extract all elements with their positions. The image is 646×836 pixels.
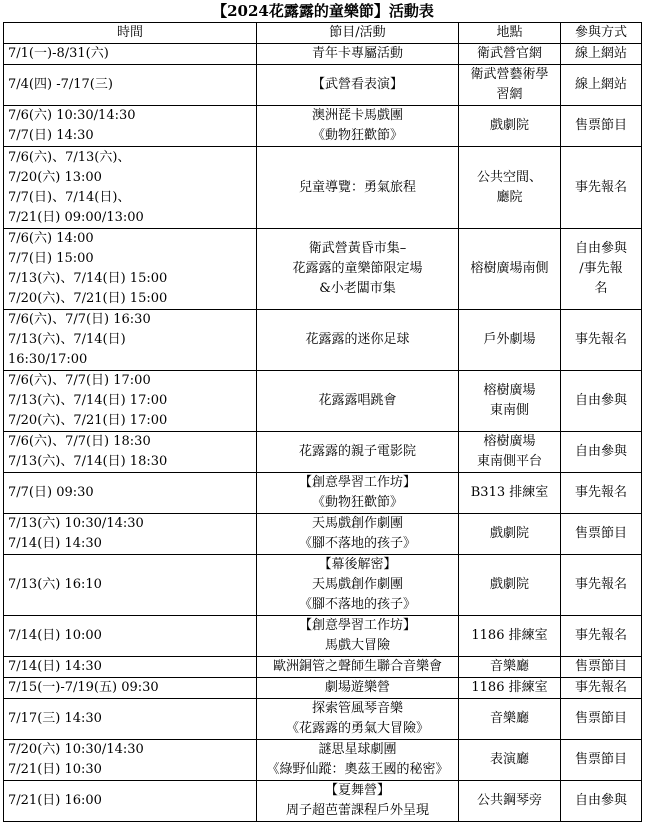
cell-line: 7/6(六)、7/7(日) 17:00 [8,373,151,388]
cell-line: 7/13(六)、7/14(日) 15:00 [8,271,168,286]
cell-line: 7/21(日) 10:30 [8,762,102,777]
location-cell [459,781,561,822]
schedule-table [3,22,642,822]
cell-line: 7/21(日) 16:00 [8,793,102,808]
table-row [4,740,642,781]
cell-line: 7/13(六)、7/14(日) [8,332,126,347]
location-cell [459,65,561,106]
activity-cell [257,555,459,616]
activity-cell [257,699,459,740]
time-cell [4,555,257,616]
activity-cell [257,473,459,514]
mode-cell [561,699,642,740]
cell-line: 兒童導覽：勇氣旅程 [298,179,416,195]
cell-line: 表演廳 [489,752,529,767]
cell-line: 事先報名 [574,179,627,195]
mode-cell [561,371,642,432]
cell-line: 7/7(日) 15:00 [8,251,94,266]
cell-line: 售票節目 [574,118,627,133]
mode-cell [561,473,642,514]
activity-cell [257,657,459,678]
mode-cell [561,514,642,555]
cell-line: /事先報 [579,261,623,276]
table-row [4,229,642,310]
cell-line: 7/15(一)-7/19(五) 09:30 [8,680,159,695]
mode-cell [561,678,642,699]
mode-cell [561,555,642,616]
cell-line: 7/13(六)、7/14(日) 17:00 [8,393,168,408]
cell-line: 7/20(六)、7/21(日) 15:00 [8,291,168,306]
cell-line: 7/6(六) 14:00 [8,231,94,246]
cell-line: 7/6(六)、7/7(日) 18:30 [8,434,151,449]
time-cell [4,657,257,678]
location-cell [459,106,561,147]
cell-line: 【夏舞營】 [324,783,390,798]
header-activity: 節目/活動 [257,23,459,44]
cell-line: 7/14(日) 14:30 [8,659,102,674]
cell-line: 線上網站 [574,46,627,61]
mode-cell [561,106,642,147]
cell-line: &小老闆市集 [319,281,396,296]
cell-line: 榕樹廣場南側 [470,261,549,276]
location-cell [459,657,561,678]
cell-line: 青年卡專屬活動 [311,46,403,61]
table-row [4,44,642,65]
table-row [4,657,642,678]
cell-line: 自由參與 [574,393,627,408]
cell-line: 花露露唱跳會 [318,393,397,408]
cell-line: 線上網站 [574,77,627,92]
cell-line: 《動物狂歡節》 [311,128,403,143]
header-location: 地點 [459,23,561,44]
cell-line: 澳洲琵卡馬戲團 [311,108,403,123]
location-cell [459,473,561,514]
cell-line: 事先報名 [574,577,627,592]
cell-line: 公共鋼琴旁 [476,793,542,808]
cell-line: 榕樹廣場 [483,383,536,398]
activity-cell [257,147,459,229]
cell-line: 《花露露的勇氣大冒險》 [285,721,429,736]
mode-cell [561,781,642,822]
cell-line: 《腳不落地的孩子》 [298,536,416,551]
activity-cell [257,106,459,147]
time-cell [4,678,257,699]
table-row [4,65,642,106]
cell-line: 售票節目 [574,659,627,674]
location-cell [459,44,561,65]
cell-line: 《腳不落地的孩子》 [298,597,416,612]
cell-line: 謎思星球劇團 [318,742,397,757]
activity-cell [257,229,459,310]
cell-line: 7/7(日) 14:30 [8,128,94,143]
activity-cell [257,44,459,65]
cell-line: 7/6(六) 10:30/14:30 [8,108,136,123]
table-row [4,678,642,699]
cell-line: 7/17(三) 14:30 [8,711,102,726]
time-cell [4,473,257,514]
location-cell [459,740,561,781]
cell-line: 【幕後解密】 [318,557,397,572]
location-cell [459,371,561,432]
cell-line: 1186 排練室 [471,628,548,643]
table-row [4,371,642,432]
cell-line: 事先報名 [574,628,627,643]
cell-line: 7/14(日) 14:30 [8,536,102,551]
location-cell [459,310,561,371]
table-row [4,106,642,147]
cell-line: 《動物狂歡節》 [311,495,403,510]
table-row [4,781,642,822]
cell-line: 歐洲銅管之聲師生聯合音樂會 [272,659,442,674]
cell-line: B313 排練室 [470,485,549,500]
time-cell [4,616,257,657]
mode-cell [561,740,642,781]
mode-cell [561,147,642,229]
cell-line: 劇場遊樂營 [324,680,390,695]
table-row [4,699,642,740]
location-cell [459,229,561,310]
activity-cell [257,65,459,106]
cell-line: 自由參與 [574,241,627,256]
time-cell [4,371,257,432]
cell-line: 花露露的童樂節限定場 [292,261,423,276]
cell-line: 7/1(一)-8/31(六) [8,46,109,61]
cell-line: 衛武營官網 [476,46,542,61]
header-time: 時間 [4,23,257,44]
table-row [4,432,642,473]
cell-line: 7/20(六)、7/21(日) 17:00 [8,413,168,428]
cell-line: 花露露的親子電影院 [298,444,416,459]
cell-line: 售票節目 [574,526,627,541]
table-row [4,616,642,657]
cell-line: 《綠野仙蹤：奧茲王國的秘密》 [266,762,449,777]
activity-cell [257,616,459,657]
time-cell [4,740,257,781]
mode-cell [561,65,642,106]
time-cell [4,65,257,106]
cell-line: 衛武營藝術學 [470,67,549,82]
cell-line: 公共空間、 [476,169,542,185]
cell-line: 7/20(六) 13:00 [8,169,102,185]
cell-line: 天馬戲創作劇團 [311,516,403,531]
cell-line: 7/20(六) 10:30/14:30 [8,742,144,757]
cell-line: 自由參與 [574,444,627,459]
activity-cell [257,432,459,473]
table-row [4,473,642,514]
cell-line: 戲劇院 [489,118,529,133]
cell-line: 售票節目 [574,711,627,726]
time-cell [4,310,257,371]
cell-line: 廳院 [496,189,523,205]
location-cell [459,616,561,657]
table-row [4,514,642,555]
cell-line: 7/4(四) -7/17(三) [8,77,113,92]
cell-line: 戲劇院 [489,577,529,592]
mode-cell [561,229,642,310]
cell-line: 自由參與 [574,793,627,808]
cell-line: 7/13(六) 16:10 [8,577,102,592]
table-row [4,147,642,229]
time-cell [4,229,257,310]
cell-line: 周子超芭蕾課程戶外呈現 [285,803,429,818]
table-row [4,555,642,616]
mode-cell [561,657,642,678]
cell-line: 馬戲大冒險 [324,638,390,653]
cell-line: 東南側 [489,403,529,418]
activity-cell [257,781,459,822]
time-cell [4,781,257,822]
cell-line: 1186 排練室 [471,680,548,695]
cell-line: 7/13(六) 10:30/14:30 [8,516,144,531]
time-cell [4,514,257,555]
cell-line: 【武營看表演】 [311,77,403,92]
location-cell [459,555,561,616]
cell-line: 事先報名 [574,485,627,500]
activity-cell [257,678,459,699]
activity-cell [257,371,459,432]
cell-line: 7/7(日) 09:30 [8,485,94,500]
cell-line: 習網 [496,87,523,102]
mode-cell [561,432,642,473]
time-cell [4,699,257,740]
cell-line: 榕樹廣場 [483,434,536,449]
page-title: 【2024花露露的童樂節】活動表 [212,2,434,20]
time-cell [4,432,257,473]
time-cell [4,44,257,65]
cell-line: 音樂廳 [489,711,529,726]
cell-line: 16:30/17:00 [8,352,88,367]
location-cell [459,432,561,473]
cell-line: 7/7(日)、7/14(日)、 [8,189,131,205]
mode-cell [561,616,642,657]
cell-line: 戲劇院 [489,526,529,541]
cell-line: 戶外劇場 [483,332,536,347]
location-cell [459,514,561,555]
cell-line: 7/6(六)、7/7(日) 16:30 [8,312,151,327]
mode-cell [561,310,642,371]
cell-line: 探索管風琴音樂 [311,701,403,716]
header-mode: 參與方式 [561,23,642,44]
time-cell [4,106,257,147]
activity-cell [257,310,459,371]
location-cell [459,699,561,740]
header-row [4,23,642,44]
location-cell [459,147,561,229]
cell-line: 東南側平台 [476,454,542,469]
activity-cell [257,740,459,781]
cell-line: 7/6(六)、7/13(六)、 [8,149,131,165]
cell-line: 天馬戲創作劇團 [311,577,403,592]
cell-line: 衛武營黃昏市集– [308,241,407,256]
time-cell [4,147,257,229]
table-row [4,310,642,371]
cell-line: 【創意學習工作坊】 [298,618,416,633]
cell-line: 【創意學習工作坊】 [298,475,416,490]
cell-line: 7/21(日) 09:00/13:00 [8,209,144,225]
cell-line: 事先報名 [574,680,627,695]
cell-line: 名 [594,281,608,296]
cell-line: 7/13(六)、7/14(日) 18:30 [8,454,168,469]
cell-line: 音樂廳 [489,659,529,674]
location-cell [459,678,561,699]
cell-line: 事先報名 [574,332,627,347]
cell-line: 花露露的迷你足球 [305,332,410,347]
mode-cell [561,44,642,65]
cell-line: 7/14(日) 10:00 [8,628,102,643]
cell-line: 售票節目 [574,752,627,767]
activity-cell [257,514,459,555]
